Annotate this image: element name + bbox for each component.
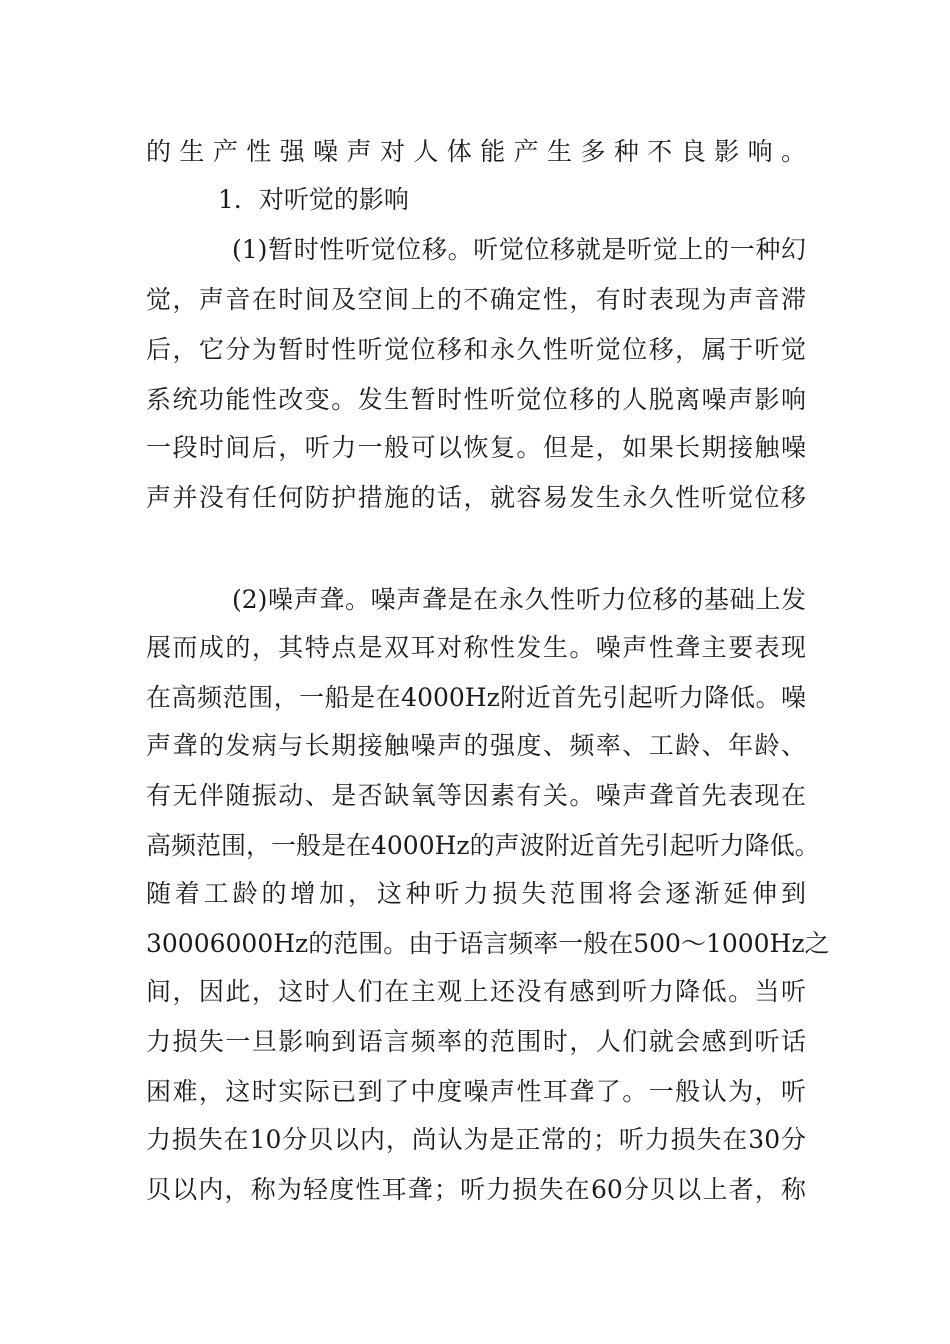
paragraph2-line-10: 力损失一旦影响到语言频率的范围时，人们就会感到听话 <box>146 1027 806 1056</box>
paragraph2-line-7: 随着工龄的增加，这种听力损失范围将会逐渐延伸到 <box>146 879 806 908</box>
paragraph1-line-5: 一段时间后，听力一般可以恢复。但是，如果长期接触噪 <box>146 433 806 462</box>
paragraph2-line-11: 困难，这时实际已到了中度噪声性耳聋了。一般认为，听 <box>146 1077 806 1106</box>
paragraph2-line-4: 声聋的发病与长期接触噪声的强度、频率、工龄、年龄、 <box>146 731 806 760</box>
paragraph2-line-2: 展而成的，其特点是双耳对称性发生。噪声性聋主要表现 <box>146 633 806 662</box>
paragraph2-line-3: 在高频范围，一船是在4000Hz附近首先引起听力降低。噪 <box>146 683 806 712</box>
paragraph2-line-13: 贝以内，称为轻度性耳聋；听力损失在60分贝以上者，称 <box>146 1175 806 1204</box>
paragraph1-line-6: 声并没有任何防护措施的话，就容易发生永久性听觉位移 <box>146 483 806 512</box>
paragraph1-line-4: 系统功能性改变。发生暂时性听觉位移的人脱离噪声影响 <box>146 385 806 414</box>
paragraph1-line-3: 后，它分为暂时性听觉位移和永久性听觉位移，属于听觉 <box>146 335 806 364</box>
paragraph1-line-1: (1)暂时性听觉位移。听觉位移就是听觉上的一种幻 <box>232 235 806 264</box>
paragraph2-line-6: 高频范围，一般是在4000Hz的声波附近首先引起听力降低。 <box>146 831 820 860</box>
paragraph2-line-12: 力损失在10分贝以内，尚认为是正常的；听力损失在30分 <box>146 1125 806 1154</box>
section-heading: 1．对听觉的影响 <box>218 185 409 214</box>
paragraph2-line-5: 有无伴随振动、是否缺氧等因素有关。噪声聋首先表现在 <box>146 781 806 810</box>
paragraph2-line-1: (2)噪声聋。噪声聋是在永久性听力位移的基础上发 <box>232 585 806 614</box>
paragraph2-line-9: 间，因此，这时人们在主观上还没有感到听力降低。当听 <box>146 977 806 1006</box>
paragraph2-line-8: 30006000Hz的范围。由于语言频率一般在500～1000Hz之 <box>146 929 830 958</box>
paragraph1-line-2: 觉，声音在时间及空间上的不确定性，有时表现为声音滞 <box>146 285 806 314</box>
intro-line: 的生产性强噪声对人体能产生多种不良影响。 <box>146 137 806 166</box>
